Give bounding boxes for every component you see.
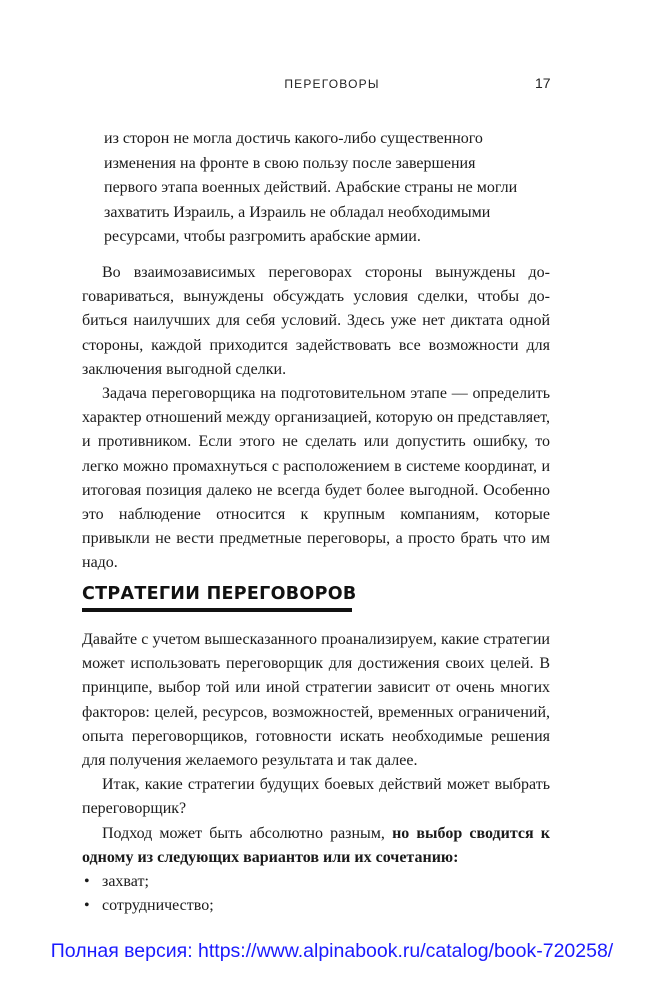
page-number: 17 [535, 75, 551, 91]
body-text-section [82, 628, 550, 918]
quote-line: изменения на фронте в свою пользу после завершения [104, 154, 476, 172]
running-title: ПЕРЕГОВОРЫ [284, 77, 380, 91]
bullet-list [82, 870, 550, 918]
paragraph: Давайте с учетом вышесказанного проанализируем, какие стратегии может использовать переговорщик для достижения своих целей. В принципе, выбор той или иной стратегии зависит от очень многих факторов: целей, ресурсов, возможностей, временных ограничений, опыта переговорщиков, готовности искать необходимые решения для получения желаемого результата и так далее. [82, 631, 550, 770]
quote-line: первого этапа военных действий. Арабские страны не могли [104, 179, 518, 197]
bullet-icon: • [84, 873, 90, 891]
paragraph: Во взаимозависимых переговорах стороны вынуждены договариваться, вынуждены обсуждать условия сделки, чтобы добиться наилучших для себя условий. Здесь уже нет диктата одной стороны, каждой приходится задействовать все возможности для заключения выгодной сделки. [82, 264, 550, 378]
quote-line: ресурсами, чтобы разгромить арабские армии. [104, 228, 421, 246]
heading-underline [82, 608, 352, 612]
paragraph: Итак, какие стратегии будущих боевых действий может выбрать переговорщик? [82, 776, 550, 818]
bullet-icon: • [84, 897, 90, 915]
list-item-text: сотрудничество; [102, 897, 214, 915]
list-item [82, 870, 550, 894]
quote-block [104, 127, 524, 250]
body-text-top [82, 261, 550, 576]
paragraph-plain-text: Подход может быть абсолютно разным, [102, 824, 393, 842]
quote-line: из сторон не могла достичь какого-либо существенного [104, 130, 483, 147]
quote-line: захватить Израиль, а Израиль не обладал необходимыми [104, 203, 491, 221]
full-version-link[interactable]: Полная версия: https://www.alpinabook.ru/catalog/book-720258/ [50, 940, 614, 962]
list-item-text: захват; [102, 873, 149, 891]
list-item [82, 894, 550, 918]
paragraph [82, 822, 550, 870]
section-heading: СТРАТЕГИИ ПЕРЕГОВОРОВ [82, 584, 357, 604]
paragraph-bold-text: но выбор сводится к одному из следующих вариантов или их сочетанию: [82, 824, 550, 866]
paragraph: Задача переговорщика на подготовительном этапе — определить характер отношений между организацией, которую он представляет, и противником. Если этого не сделать или допустить ошибку, то легко можно промахнуться с расположением в системе координат, и итоговая позиция далеко не всегда будет более выгодной. Особенно это наблюдение относится к крупным компаниям, которые привыкли не вести предметные переговоры, а просто брать что им надо. [82, 385, 550, 572]
